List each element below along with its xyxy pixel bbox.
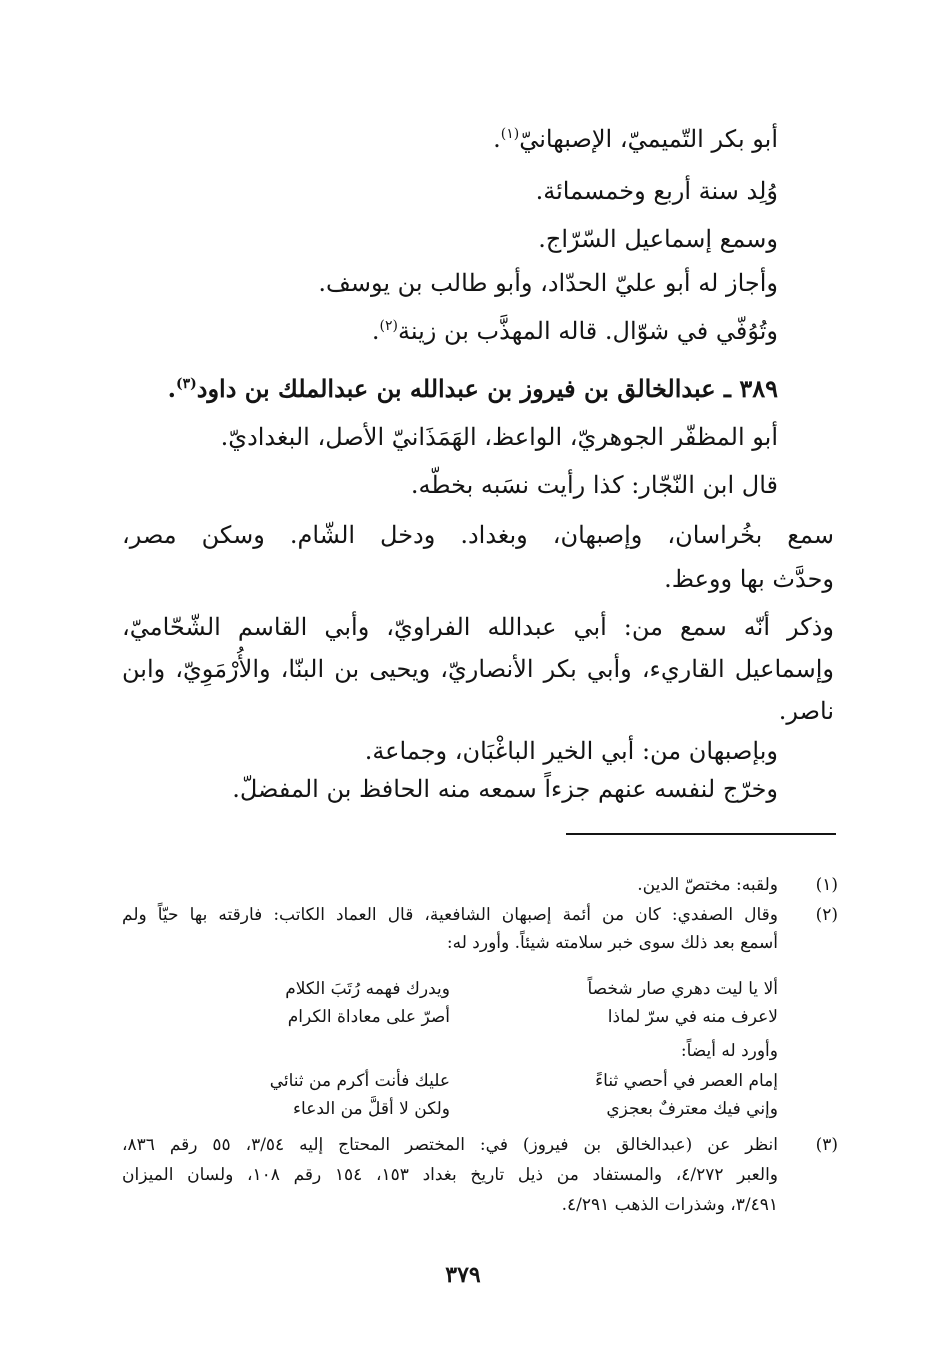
poem-hemistich: وإني فيك معترفٌ بعجزي	[606, 1099, 778, 1119]
footnote-ref: (١)	[500, 126, 520, 142]
footnote-divider	[566, 833, 836, 835]
text-line: وسمع إسماعيل السّرّاج.	[538, 225, 778, 253]
text-line: وُلِد سنة أربع وخمسمائة.	[535, 177, 778, 205]
footnote-text: والعبر ٤/٢٧٢، والمستفاد من ذيل تاريخ بغداد ١٥٣، ١٥٤ رقم ١٠٨، ولسان الميزان	[122, 1165, 778, 1185]
footnote-ref: (٢)	[379, 318, 398, 334]
poem-hemistich: ولكن لا أقلَّ من الدعاء	[293, 1099, 450, 1119]
poem-hemistich: عليك فأنت أكرم من ثنائي	[269, 1071, 450, 1091]
text-line: وبإصبهان من: أبي الخير الباغْبَان، وجماعة.	[364, 737, 778, 765]
text-line: وتُوُفّي في شوّال. قاله المهذَّب بن زينة$^{(٢)}$.	[371, 317, 778, 345]
text-line: أبو المظفّر الجوهريّ، الواعظ، الهَمَذَانيّ الأصل، البغداديّ.	[220, 423, 778, 451]
text-line: ناصر.	[778, 697, 834, 725]
text-line: وإسماعيل القاريء، وأبي بكر الأنصاريّ، ويحيى بن البنّا، والأُرْمَوِيّ، وابن	[122, 655, 834, 683]
text-line: وخرّج لنفسه عنهم جزءاً سمعه منه الحافظ بن المفضلّ.	[232, 775, 778, 803]
entry-heading: ٣٨٩ ـ عبدالخالق بن فيروز بن عبدالله بن عبدالملك بن داود$^{(٣)}$.	[167, 374, 778, 403]
text-line: وحدَّث بها ووعظ.	[664, 565, 834, 593]
poem-hemistich: ويدرك فهمه رُتَبَ الكلام	[285, 979, 450, 999]
poem-hemistich: لاعرف منه في سرّ لماذا	[607, 1007, 778, 1027]
footnote-text: ٣/٤٩١، وشذرات الذهب ٤/٢٩١.	[561, 1195, 778, 1215]
text-line: سمع بخُراسان، وإصبهان، وبغداد. ودخل الشّام. وسكن مصر،	[122, 521, 834, 549]
text-line: أبو بكر التّميميّ، الإصبهانيّ$^{(١)}$.	[493, 125, 778, 153]
poem-hemistich: أصرّ على معاداة الكرام	[287, 1007, 450, 1027]
footnote-text: انظر عن (عبدالخالق بن فيروز) في: المختصر المحتاج إليه ٣/٥٤، ٥٥ رقم ٨٣٦،	[122, 1135, 778, 1155]
footnote-number: (١)	[815, 875, 838, 895]
text-line: وأجاز له أبو عليّ الحدّاد، وأبو طالب بن يوسف.	[318, 269, 778, 297]
footnote-text: أسمع بعد ذلك سوى خبر سلامته شيئاً. وأورد له:	[446, 933, 778, 953]
footnote-text: وأورد له أيضاً:	[680, 1041, 778, 1061]
footnote-text: ولقبه: مختصّ الدين.	[637, 875, 778, 895]
poem-hemistich: إمام العصر في أحصي ثناءً	[595, 1071, 778, 1091]
text-line: وذكر أنّه سمع من: أبي عبدالله الفراويّ، وأبي القاسم الشّحّاميّ،	[122, 613, 834, 641]
text-line: قال ابن النّجّار: كذا رأيت نسَبه بخطّه.	[410, 471, 778, 499]
page-number: ٣٧٩	[445, 1262, 481, 1288]
footnote-ref: (٣)	[175, 376, 197, 392]
footnote-number: (٣)	[815, 1135, 838, 1155]
footnote-number: (٢)	[815, 905, 838, 925]
poem-hemistich: ألا يا ليت دهري صار شخصاً	[587, 979, 778, 999]
footnote-text: وقال الصفدي: كان من أئمة إصبهان الشافعية، قال العماد الكاتب: فارقته بها حيّاً ولم	[122, 905, 778, 925]
